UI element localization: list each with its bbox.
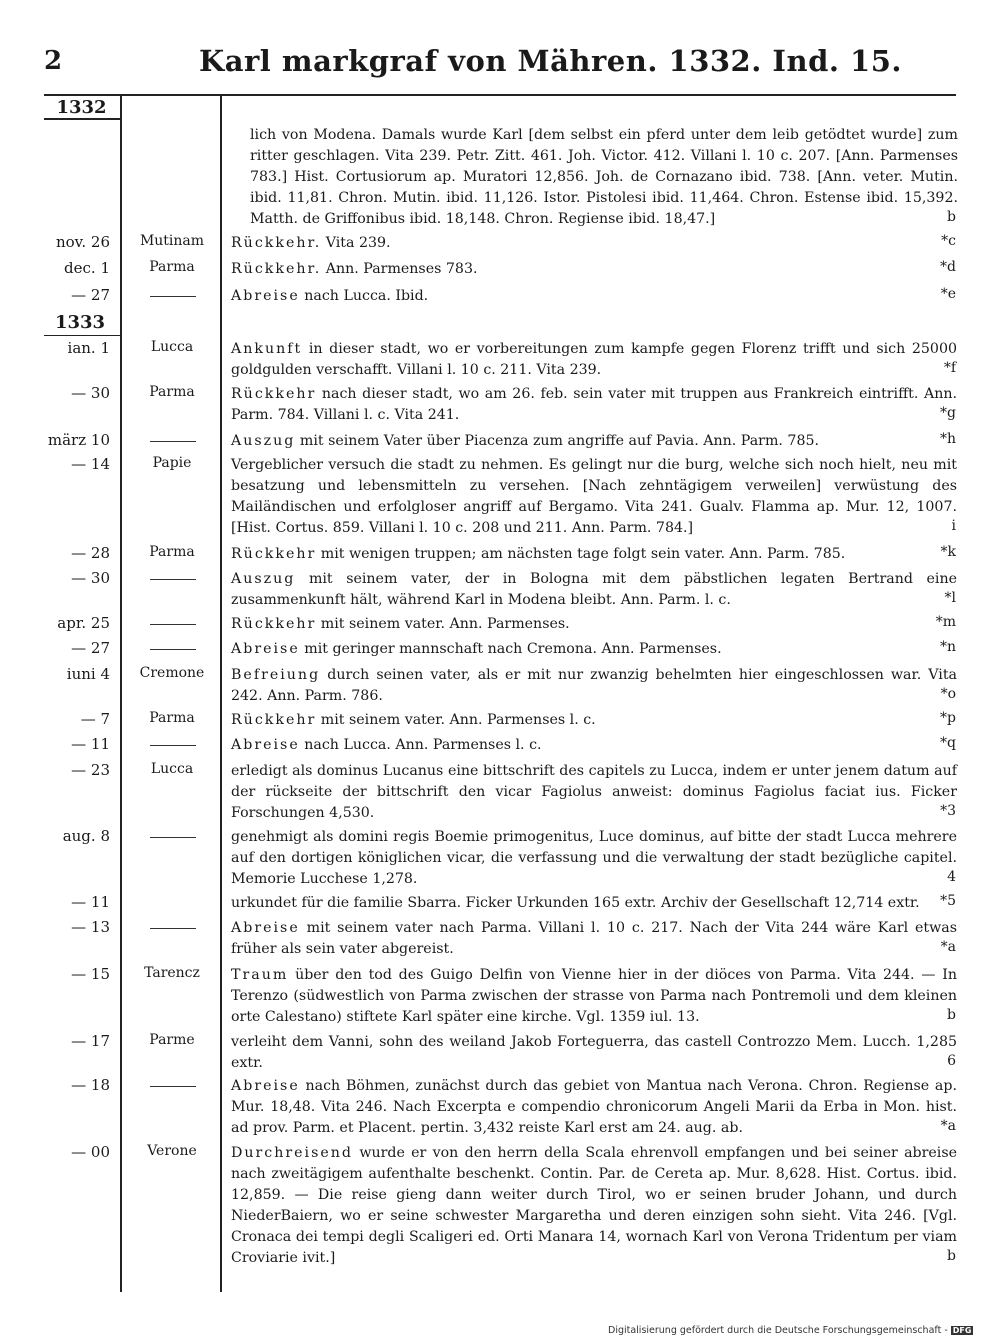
entry-date: dec. 1 (64, 259, 110, 277)
entry-marker: *3 (940, 803, 956, 819)
year-underline (44, 118, 120, 120)
year-1333: 1333 (54, 312, 106, 333)
entry-place: Verone (147, 1143, 197, 1159)
ditto-dash (150, 649, 196, 650)
column-rule-left (120, 96, 122, 1292)
entry-marker: *k (940, 544, 956, 560)
entry-text: Abreise nach Lucca. Ann. Parmenses l. c. (231, 737, 542, 753)
entry-place: Parma (149, 710, 195, 726)
footer-text: Digitalisierung gefördert durch die Deutsche Forschungsgemeinschaft - (608, 1325, 948, 1336)
entry-place: Cremone (139, 665, 205, 681)
entry-marker: *d (940, 259, 956, 275)
entry-place: Papie (152, 455, 192, 471)
entry-text: Ankunft in dieser stadt, wo er vorbereitungen zum kampfe gegen Florenz trifft und sich 25000 goldgulden verschafft. Villani l. 10 c. 211. Vita 239. (231, 341, 957, 378)
digitization-footer (608, 1325, 973, 1336)
entry-place: Lucca (150, 339, 194, 355)
entry-marker: *5 (940, 893, 956, 909)
entry-marker: *e (940, 286, 956, 302)
entry-text: Rückkehr. Ann. Parmenses 783. (231, 261, 478, 277)
entry-marker: b (947, 1248, 956, 1264)
entry-text: Durchreisend wurde er von den herrn della Scala ehrenvoll empfangen und bei seiner abreise nach zweitägigem aufenthalte beschenkt. Contin. Par. de Cereta ap. Mur. 8,628. Hist. Cortus. ibid. 12,859. — Die reise gieng dann weiter durch Tirol, wo er seinen bruder Johann, und durch NiederBaiern, wo er seine schwester Margaretha und deren einzigen sohn sieht. Vita 246. [Vgl. Cronaca dei tempi degli Scaligeri ed. Orti Manara 14, wornach Karl von Verona Tridentum per viam Croviarie ivit.] (231, 1145, 957, 1266)
entry-date: märz 10 (47, 431, 110, 449)
entry-text: urkundet für die familie Sbarra. Ficker Urkunden 165 extr. Archiv der Gesellschaft 12,714 extr. (231, 895, 920, 911)
ditto-dash (150, 837, 196, 838)
entry-marker: *o (940, 686, 956, 702)
column-rule-right (220, 96, 222, 1292)
entry-marker: b (947, 209, 956, 225)
entry-marker: *n (939, 639, 956, 655)
entry-date: — 13 (71, 918, 110, 936)
entry-text: Abreise mit seinem vater nach Parma. Villani l. 10 c. 217. Nach der Vita 244 wäre Karl etwas früher als sein vater abgereist. (231, 920, 957, 957)
entry-text: Befreiung durch seinen vater, als er mit nur zwanzig behelmten hier eingeschlossen war. Vita 242. Ann. Parm. 786. (231, 667, 958, 704)
entry-marker: *q (940, 735, 956, 751)
entry-marker: *a (940, 939, 956, 955)
entry-date: iuni 4 (66, 665, 110, 683)
entry-marker: 4 (947, 869, 956, 885)
entry-marker: *l (944, 590, 956, 606)
year-1332: 1332 (56, 97, 107, 118)
entry-place: Lucca (150, 761, 194, 777)
entry-marker: *f (943, 360, 956, 376)
entry-place: Parma (149, 259, 195, 275)
entry-date: — 7 (80, 710, 110, 728)
entry-date: — 17 (71, 1032, 110, 1050)
entry-date: nov. 26 (55, 233, 110, 251)
entry-text: Vergeblicher versuch die stadt zu nehmen. Es gelingt nur die burg, welche sich noch hielt, neu mit besatzung und lebensmitteln zu versehen. [Nach zehntägigem verweilen] verwüstung des Mailändischen und erfolgloser angriff auf Bergamo. Vita 241. Gualv. Flamma ap. Mur. 12, 1007. [Hist. Cortus. 859. Villani l. 10 c. 208 und 211. Ann. Parm. 784.] (231, 457, 957, 536)
entry-marker: *c (941, 233, 956, 249)
ditto-dash (150, 745, 196, 746)
entry-text: Rückkehr nach dieser stadt, wo am 26. feb. sein vater mit truppen aus Frankreich eintrifft. Ann. Parm. 784. Villani l. c. Vita 241. (231, 386, 957, 423)
entry-marker: *h (939, 431, 956, 447)
entry-date: — 15 (71, 965, 110, 983)
year-1333-underline (44, 335, 120, 336)
entry-marker: *m (935, 614, 956, 630)
entry-place: Tarencz (144, 965, 200, 981)
entry-text: Traum über den tod des Guigo Delfin von Vienne hier in der diöces von Parma. Vita 244. — In Terenzo (südwestlich von Parma zwischen der strasse von Parma nach Pontremoli und dem kleinen orte Calestano) stiftete Karl später eine kirche. Vgl. 1359 iul. 13. (231, 967, 957, 1025)
entry-marker: i (951, 518, 956, 534)
running-title: Karl markgraf von Mähren. 1332. Ind. 15. (199, 44, 902, 78)
entry-date: — 18 (71, 1076, 110, 1094)
entry-text: Auszug mit seinem Vater über Piacenza zum angriffe auf Pavia. Ann. Parm. 785. (231, 433, 820, 449)
entry-text: verleiht dem Vanni, sohn des weiland Jakob Forteguerra, das castell Controzzo Mem. Lucch. 1,285 extr. (231, 1034, 957, 1071)
entry-text: Rückkehr mit wenigen truppen; am nächsten tage folgt sein vater. Ann. Parm. 785. (231, 546, 846, 562)
ditto-dash (150, 624, 196, 625)
entry-text: genehmigt als domini regis Boemie primogenitus, Luce dominus, auf bitte der stadt Lucca mehrere auf den dortigen königlichen vicar, die verfassung und die verwaltung der stadt bezügliche capitel. Memorie Lucchese 1,278. (231, 829, 957, 887)
entry-text: Auszug mit seinem vater, der in Bologna mit dem päbstlichen legaten Bertrand eine zusammenkunft hält, während Karl in Modena bleibt. Ann. Parm. l. c. (231, 571, 957, 608)
page-number: 2 (44, 46, 63, 76)
ditto-dash (150, 296, 196, 297)
entry-date: — 11 (71, 735, 110, 753)
entry-date: — 00 (71, 1143, 110, 1161)
entry-date: — 30 (71, 384, 110, 402)
entry-date: — 27 (71, 286, 110, 304)
entry-date: apr. 25 (57, 614, 110, 632)
entry-date: — 14 (71, 455, 110, 473)
entry-date: ian. 1 (67, 339, 110, 357)
entry-marker: *p (940, 710, 956, 726)
header-rule-top (44, 94, 956, 96)
ditto-dash (150, 1086, 196, 1087)
entry-date: — 23 (71, 761, 110, 779)
entry-text: erledigt als dominus Lucanus eine bittschrift des capitels zu Lucca, indem er unter jenem datum auf der rückseite der bittschrift den vicar Fagiolus anweist: dominus Fagiolus faciat ius. Ficker Forschungen 4,530. (231, 763, 957, 821)
entry-date: — 11 (71, 893, 110, 911)
entry-place: Parma (149, 544, 195, 560)
entry-marker: *a (940, 1118, 956, 1134)
entry-date: — 27 (71, 639, 110, 657)
entry-text: Rückkehr mit seinem vater. Ann. Parmenses. (231, 616, 570, 632)
entry-date: aug. 8 (62, 827, 110, 845)
entry-date: — 28 (71, 544, 110, 562)
entry-place: Mutinam (139, 233, 205, 249)
entry-text: Rückkehr mit seinem vater. Ann. Parmenses l. c. (231, 712, 596, 728)
ditto-dash (150, 928, 196, 929)
entry-marker: *g (940, 405, 956, 421)
entry-text: Abreise nach Böhmen, zunächst durch das gebiet von Mantua nach Verona. Chron. Regiense ap. Mur. 18,48. Vita 246. Nach Excerpta e compendio chronicorum Angeli Marii da Erba in Mon. hist. ad prov. Parm. et Placent. pertin. 3,432 reiste Karl erst am 24. aug. ab. (231, 1078, 957, 1136)
entry-text: Abreise mit geringer mannschaft nach Cremona. Ann. Parmenses. (231, 641, 722, 657)
ditto-dash (150, 441, 196, 442)
page-header (44, 44, 974, 84)
entry-marker: 6 (947, 1053, 956, 1069)
ditto-dash (150, 579, 196, 580)
entry-place: Parma (149, 384, 195, 400)
entry-date: — 30 (71, 569, 110, 587)
entry-text: Abreise nach Lucca. Ibid. (231, 288, 429, 304)
entry-marker: b (947, 1007, 956, 1023)
entry-text: Rückkehr. Vita 239. (231, 235, 391, 251)
entry-place: Parme (149, 1032, 195, 1048)
entry-text: lich von Modena. Damals wurde Karl [dem selbst ein pferd unter dem leib getödtet wurde] zum ritter geschlagen. Vita 239. Petr. Zitt. 461. Joh. Victor. 412. Villani l. 10 c. 207. [Ann. Parmenses 783.] Hist. Cortusiorum ap. Muratori 12,856. Joh. de Cornazano ibid. 738. [Ann. veter. Mutin. ibid. 11,81. Chron. Mutin. ibid. 11,126. Istor. Pistolesi ibid. 11,464. Chron. Estense ibid. 15,392. Matth. de Griffonibus ibid. 18,148. Chron. Regiense ibid. 18,47.] (250, 127, 958, 227)
dfg-logo: DFG (952, 1326, 972, 1335)
